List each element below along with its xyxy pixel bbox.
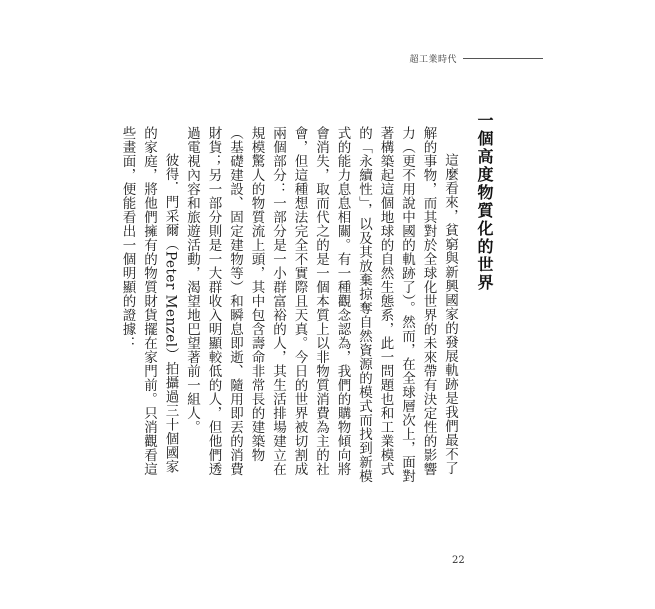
page-number: 22 bbox=[452, 555, 465, 566]
running-header-title: 超工業時代 bbox=[409, 55, 457, 65]
body-paragraph: 這麼看來，貧窮與新興國家的發展軌跡是我們最不了解的事物，而其對於全球化世界的未來帶有決定性的影響力（更不用說中國的軌跡了）。然而，在全球層次上，面對著構築起這個地球的自然生態系，此一問題也和工業模式的「永續性」，以及其放棄掠奪自然資源的模式而找到新模式的能力息息相關。有一種觀念認為，我們的購物傾向將會消失，取而代之的是一個本質上以非物質消費為主的社會，但這種想法完全不實際且天真。今日的世界被切割成兩個部分：一部分是一小群富裕的人，其生活排場建立在規模驚人的物質流上頭，其中包含壽命非常長的建築物（基礎建設、固定建物等）和瞬息即逝、隨用即丟的消費財貨；另一部分則是一大群收入明顯較低的人，但他們透過電視內容和旅遊活動，渴望地巴望著前一組人。 bbox=[184, 126, 458, 484]
body-paragraph: 彼得．門采爾（Peter Menzel）拍攝過三十個國家的家庭，將他們擁有的物質財貨擺在家門前。只消觀看這些畫面，便能看出一個明顯的證據： bbox=[119, 126, 179, 476]
running-header bbox=[409, 52, 543, 65]
running-header-rule bbox=[463, 58, 543, 59]
section-heading: 一個高度物質化的世界 bbox=[475, 112, 494, 292]
body-text bbox=[119, 126, 460, 486]
